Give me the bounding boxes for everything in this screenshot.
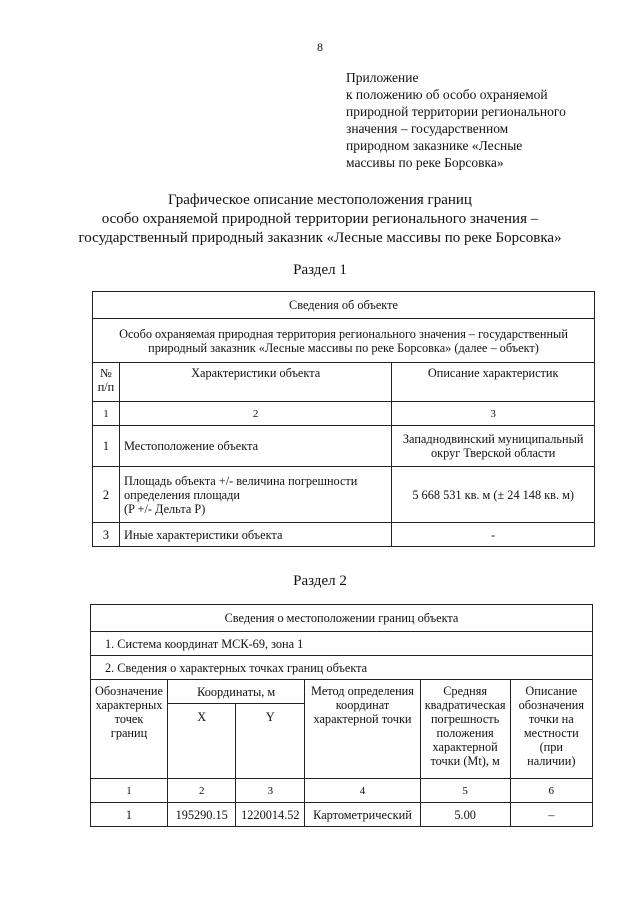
col-desc-header (510, 680, 592, 779)
col-error-header (420, 680, 510, 779)
table-row (93, 426, 595, 467)
object-description (93, 319, 595, 363)
row-num: 3 (93, 523, 120, 547)
header-line: характерной (432, 740, 498, 754)
points-header-row: 2. Сведения о характерных точках границ объекта (91, 656, 593, 680)
table-row (93, 467, 595, 523)
col-y-header: Y (236, 704, 305, 779)
col-x-header: X (167, 704, 235, 779)
header-line: точек (114, 712, 144, 726)
point-id: 1 (91, 803, 168, 827)
point-desc: – (510, 803, 592, 827)
col-coords-header: Координаты, м (167, 680, 304, 704)
index-cell: 4 (305, 779, 420, 803)
row-desc-line: 5 668 531 кв. м (± 24 148 кв. м) (412, 487, 574, 502)
row-char (119, 467, 391, 523)
header-line: местности (523, 726, 579, 740)
row-desc (392, 426, 595, 467)
table1-header: Сведения об объекте (93, 292, 595, 319)
row-char-line: Площадь объекта +/- величина погрешности (123, 473, 358, 488)
appendix-note (346, 69, 616, 171)
row-desc-line: округ Тверской области (431, 446, 556, 460)
appendix-line: Приложение (346, 70, 419, 85)
appendix-line: природном заказнике «Лесные (346, 138, 523, 153)
object-line: природный заказник «Лесные массивы по реке Борсовка» (далее – объект) (148, 340, 539, 355)
index-cell: 3 (392, 402, 595, 426)
index-cell: 3 (236, 779, 305, 803)
object-line: Особо охраняемая природная территория регионального значения – государственный (119, 326, 568, 341)
index-cell: 2 (119, 402, 391, 426)
header-line: точки (Mt), м (430, 754, 500, 768)
header-line: характерной точки (313, 712, 412, 726)
col-method-header (305, 680, 420, 779)
title-line: Графическое описание местоположения границ (168, 192, 472, 208)
header-line: точки на (528, 712, 574, 726)
page-number: 8 (317, 40, 323, 54)
point-error: 5.00 (420, 803, 510, 827)
appendix-line: массивы по реке Борсовка» (346, 155, 504, 170)
title-line: особо охраняемой природной территории регионального значения – (101, 211, 539, 227)
index-cell: 6 (510, 779, 592, 803)
section1-title: Раздел 1 (293, 262, 347, 278)
header-line: положения (436, 726, 494, 740)
col-desc-header: Описание характеристик (392, 363, 595, 402)
boundary-points-table (90, 604, 593, 827)
index-cell: 2 (167, 779, 235, 803)
object-info-table (92, 291, 595, 547)
section2-title: Раздел 2 (293, 573, 347, 589)
table-row (91, 803, 593, 827)
header-line: наличии) (527, 754, 576, 768)
header-line: координат (335, 698, 390, 712)
header-line: Обозначение (95, 684, 163, 698)
row-char (119, 523, 391, 547)
row-char-line: (P +/- Дельта P) (123, 501, 206, 516)
col-char-header: Характеристики объекта (119, 363, 391, 402)
row-desc (392, 467, 595, 523)
col-num-header (93, 363, 120, 402)
header-line: (при (539, 740, 563, 754)
header-line: обозначения (518, 698, 584, 712)
col-num-line: п/п (97, 380, 115, 394)
point-x: 195290.15 (167, 803, 235, 827)
col-designation-header (91, 680, 168, 779)
document-title (40, 191, 600, 248)
coord-system-row: 1. Система координат МСК-69, зона 1 (91, 632, 593, 656)
row-char (119, 426, 391, 467)
title-line: государственный природный заказник «Лесные массивы по реке Борсовка» (78, 230, 562, 246)
row-num: 1 (93, 426, 120, 467)
appendix-line: к положению об особо охраняемой (346, 87, 548, 102)
table-row (93, 523, 595, 547)
appendix-line: значения – государственном (346, 121, 509, 136)
appendix-line: природной территории регионального (346, 104, 566, 119)
point-y: 1220014.52 (236, 803, 305, 827)
header-line: Описание (525, 684, 578, 698)
index-cell: 1 (91, 779, 168, 803)
index-cell: 5 (420, 779, 510, 803)
header-line: Средняя (443, 684, 488, 698)
point-method: Картометрический (305, 803, 420, 827)
row-desc (392, 523, 595, 547)
row-desc-line: Западнодвинский муниципальный (402, 432, 584, 446)
header-line: погрешность (430, 712, 500, 726)
row-char-line: определения площади (123, 487, 240, 502)
row-num: 2 (93, 467, 120, 523)
col-num-line: № (100, 366, 112, 380)
header-line: Метод определения (311, 684, 414, 698)
row-char-line: Местоположение объекта (123, 439, 259, 453)
header-line: квадратическая (424, 698, 506, 712)
index-cell: 1 (93, 402, 120, 426)
header-line: границ (110, 726, 148, 740)
table2-header: Сведения о местоположении границ объекта (91, 605, 593, 632)
row-char-line: Иные характеристики объекта (123, 527, 283, 542)
header-line: характерных (95, 698, 163, 712)
row-desc-line: - (491, 527, 496, 542)
